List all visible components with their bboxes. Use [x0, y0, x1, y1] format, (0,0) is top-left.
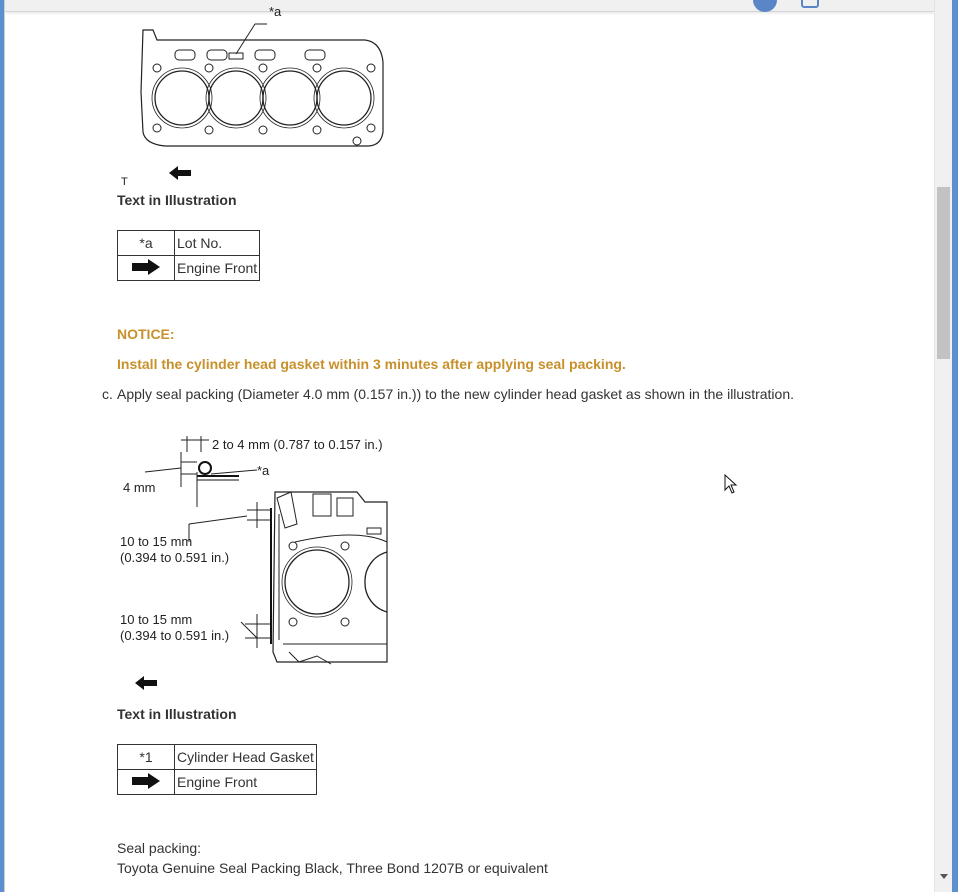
toolbar — [5, 0, 935, 12]
document-window — [4, 0, 935, 892]
corner-mark: T — [121, 176, 128, 188]
callout-a: *a — [257, 463, 270, 478]
table-row — [118, 256, 260, 281]
left-arrow-icon — [169, 166, 191, 180]
legend-key: *1 — [118, 745, 175, 770]
legend-label: Cylinder Head Gasket — [175, 745, 317, 770]
dimension-upper-mm: 10 to 15 mm — [120, 534, 193, 549]
mouse-cursor-icon — [724, 474, 738, 494]
table-row — [118, 770, 317, 795]
dimension-lower-in: (0.394 to 0.591 in.) — [120, 628, 230, 643]
gasket-illustration — [135, 12, 395, 162]
right-arrow-icon — [132, 773, 160, 789]
seal-packing-label: Seal packing: — [117, 840, 202, 856]
illustration-caption: Text in Illustration — [117, 192, 237, 208]
notice-text: Install the cylinder head gasket within 3 minutes after applying seal packing. — [117, 356, 626, 372]
dimension-bead-diameter: 4 mm — [123, 480, 156, 495]
legend-key: *a — [118, 231, 175, 256]
notice-title: NOTICE: — [117, 326, 175, 342]
legend-label: Lot No. — [175, 231, 260, 256]
desktop-background — [952, 0, 958, 892]
scroll-down-icon[interactable] — [940, 874, 948, 879]
dimension-upper-in: (0.394 to 0.591 in.) — [120, 550, 230, 565]
scrollbar-thumb[interactable] — [937, 187, 950, 359]
right-arrow-icon — [132, 259, 160, 275]
step-text: Apply seal packing (Diameter 4.0 mm (0.157 in.)) to the new cylinder head gasket as shown in the illustration. — [117, 386, 795, 402]
dimension-bead-spacing: 2 to 4 mm (0.787 to 0.157 in.) — [212, 437, 383, 452]
left-arrow-icon — [135, 676, 157, 690]
table-row — [118, 231, 260, 256]
step-c — [102, 386, 794, 402]
legend-key — [118, 256, 175, 281]
legend-table — [117, 230, 260, 281]
table-row — [118, 745, 317, 770]
illustration-caption: Text in Illustration — [117, 706, 237, 722]
legend-label: Engine Front — [175, 770, 317, 795]
chat-icon[interactable] — [801, 0, 819, 8]
callout-a: *a — [269, 4, 282, 19]
legend-key — [118, 770, 175, 795]
legend-table — [117, 744, 317, 795]
user-circle-icon[interactable] — [753, 0, 777, 12]
legend-label: Engine Front — [175, 256, 260, 281]
seal-packing-value: Toyota Genuine Seal Packing Black, Three Bond 1207B or equivalent — [117, 860, 548, 876]
step-marker: c. — [102, 386, 113, 402]
vertical-scrollbar[interactable] — [934, 0, 953, 892]
dimension-lower-mm: 10 to 15 mm — [120, 612, 193, 627]
